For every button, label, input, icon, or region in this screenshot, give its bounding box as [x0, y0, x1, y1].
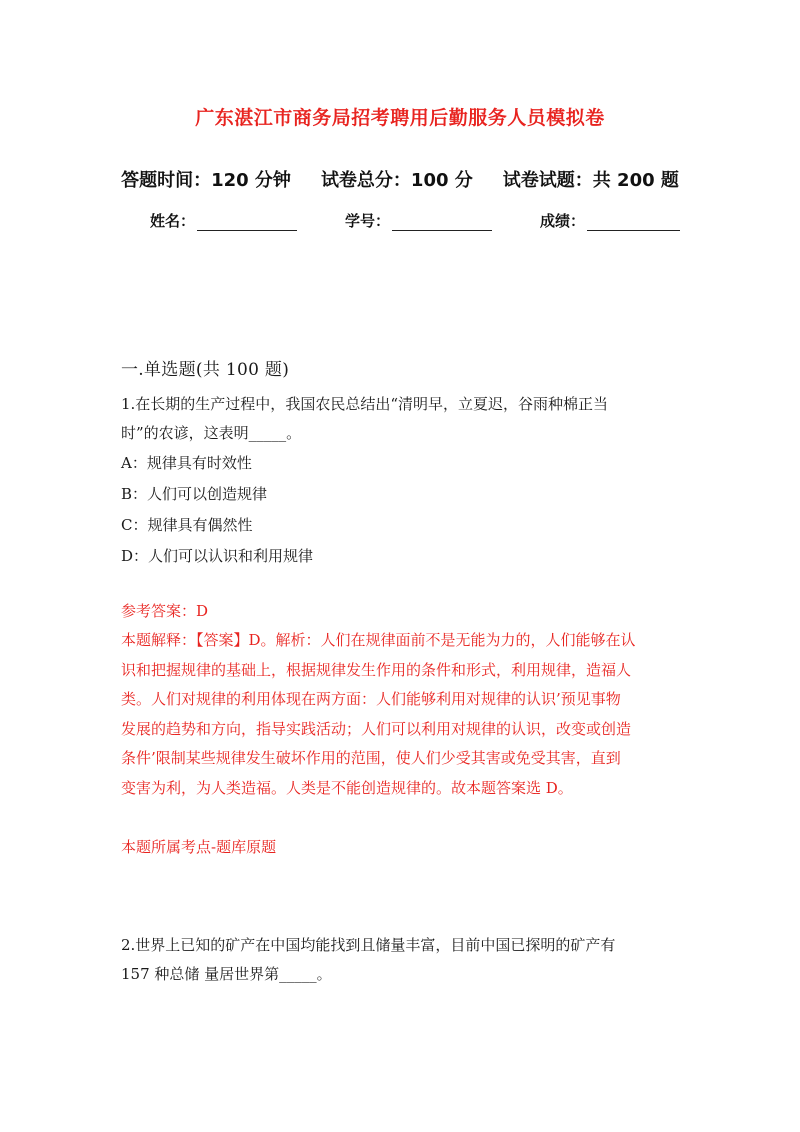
question-1-line-1: 1.在长期的生产过程中，我国农民总结出“清明早，立夏迟，谷雨种棉正当: [121, 395, 608, 413]
section-title: 一.单选题(共 100 题): [121, 360, 290, 380]
document-title: 广东湛江市商务局招考聘用后勤服务人员模拟卷: [195, 107, 605, 129]
explanation-line-4: 发展的趋势和方向，指导实践活动；人们可以利用对规律的认识，改变或创造: [121, 719, 632, 738]
id-field: [345, 210, 492, 231]
question-1: [121, 390, 681, 862]
id-blank: [392, 216, 492, 231]
explanation-line-2: 识和把握规律的基础上，根据规律发生作用的条件和形式，利用规律，造福人: [121, 660, 632, 679]
option-d: D：人们可以认识和利用规律: [121, 547, 314, 565]
name-field: [150, 210, 297, 231]
score-blank: [587, 216, 680, 231]
reference-answer: 参考答案：D: [121, 602, 209, 620]
score-label: 成绩：: [539, 212, 585, 230]
option-a: A：规律具有时效性: [121, 454, 252, 472]
explanation-line-6: 变害为利，为人类造福。人类是不能创造规律的。故本题答案选 D。: [121, 778, 573, 797]
name-label: 姓名：: [150, 212, 196, 230]
option-b: B：人们可以创造规律: [121, 485, 268, 503]
explanation-line-5: 条件’限制某些规律发生破坏作用的范围，使人们少受其害或免受其害，直到: [121, 749, 621, 767]
question-2: [121, 931, 681, 989]
exam-total-score: 试卷总分：100 分: [320, 170, 473, 191]
question-source: 本题所属考点-题库原题: [121, 838, 277, 856]
question-1-line-2: 时”的农谚，这表明_____。: [121, 424, 302, 442]
id-label: 学号：: [344, 212, 390, 230]
explanation-line-1: 本题解释：【答案】D。解析：人们在规律面前不是无能为力的，人们能够在认: [121, 631, 636, 649]
option-c: C：规律具有偶然性: [121, 516, 253, 534]
name-blank: [197, 216, 297, 231]
question-2-line-1: 2.世界上已知的矿产在中国均能找到且储量丰富，目前中国已探明的矿产有: [121, 936, 616, 954]
document-content: [121, 355, 681, 989]
score-field: [540, 210, 680, 231]
exam-info: [0, 166, 800, 192]
answer-explanation: [121, 626, 681, 803]
exam-total-questions: 试卷试题：共 200 题: [502, 170, 679, 191]
exam-time: 答题时间：120 分钟: [121, 170, 291, 191]
question-2-line-2: 157 种总储 量居世界第_____。: [121, 965, 332, 983]
explanation-line-3: 类。人们对规律的利用体现在两方面：人们能够利用对规律的认识’预见事物: [121, 690, 621, 708]
student-fields: [150, 210, 680, 231]
